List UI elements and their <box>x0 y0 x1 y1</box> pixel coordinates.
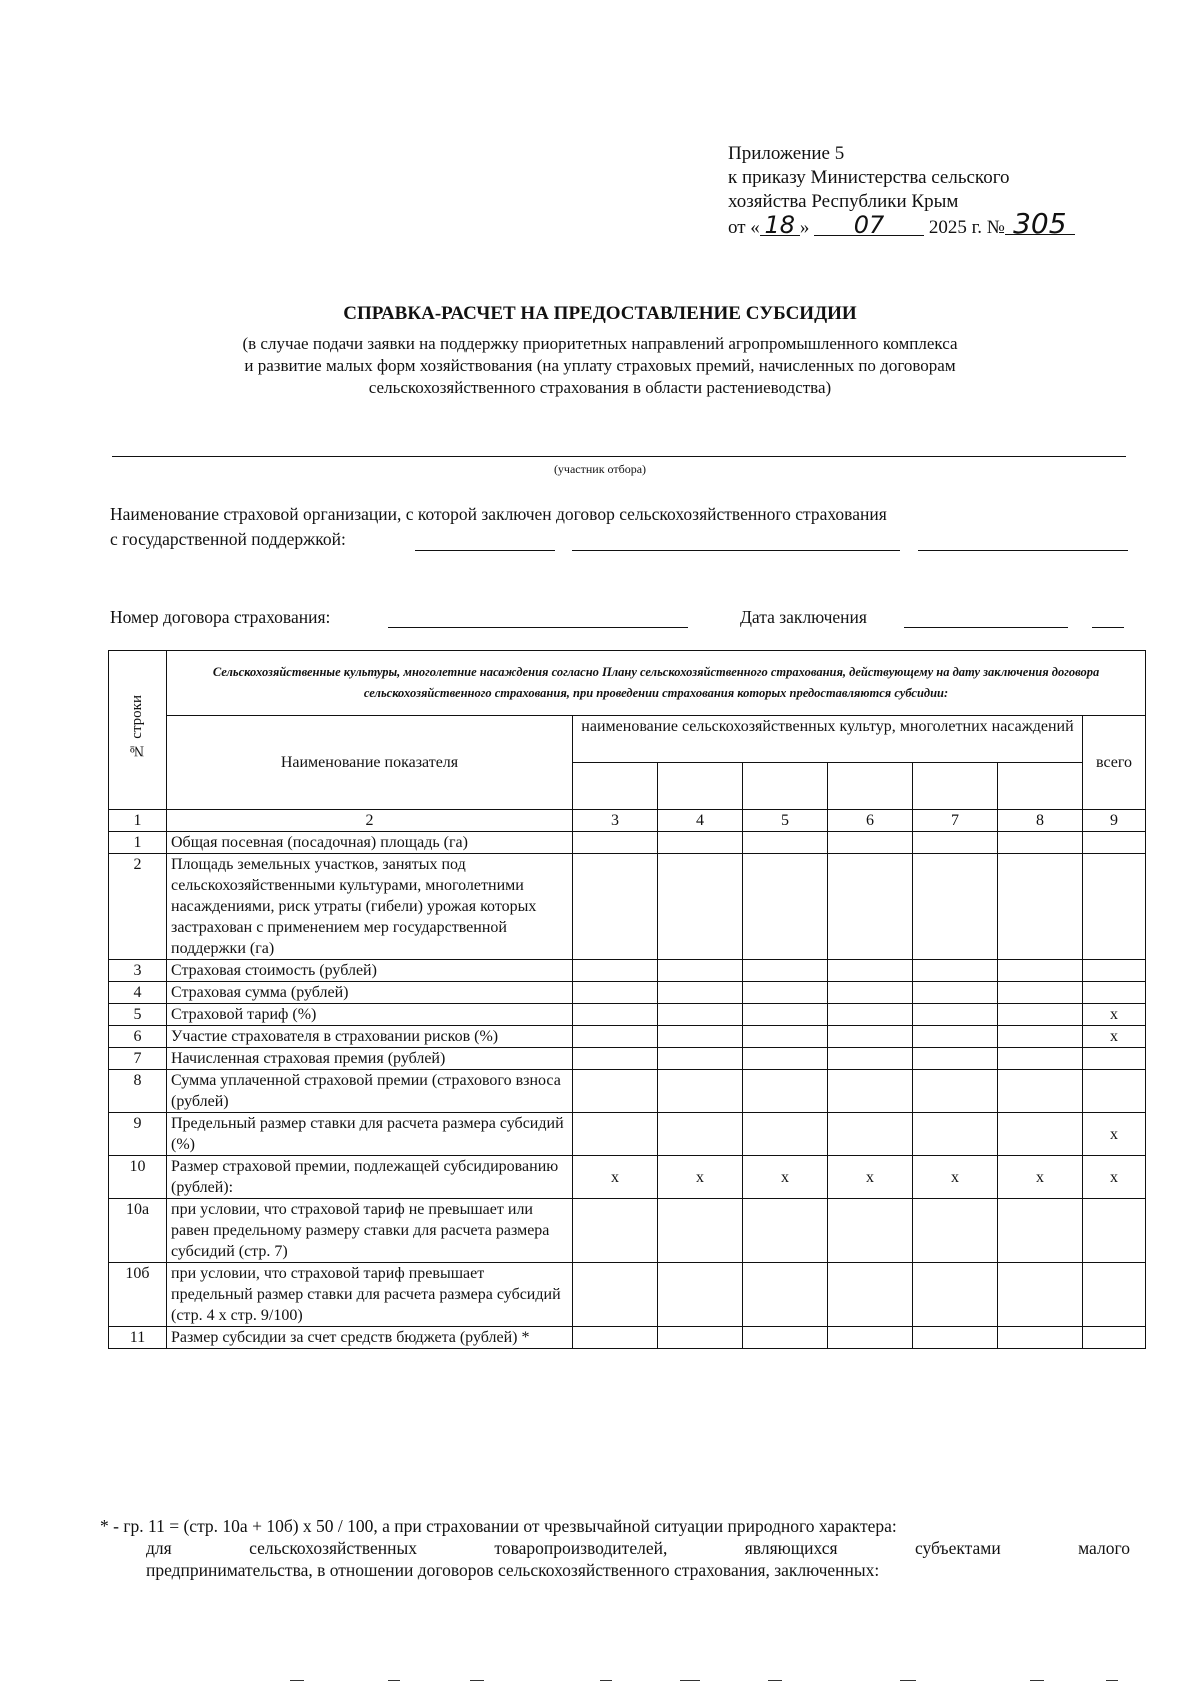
crop-name-cell <box>743 763 828 810</box>
value-cell: х <box>658 1156 743 1199</box>
value-cell: х <box>998 1156 1083 1199</box>
value-cell <box>828 1048 913 1070</box>
calculation-table <box>108 650 1146 1349</box>
date-month: 07 <box>814 215 924 236</box>
row-number: 3 <box>109 960 167 982</box>
table-row <box>109 1263 1146 1327</box>
indicator-name: Предельный размер ставки для расчета размера субсидий (%) <box>167 1113 573 1156</box>
total-cell: х <box>1083 1113 1146 1156</box>
value-cell <box>743 832 828 854</box>
scan-artifact <box>680 1680 700 1681</box>
contract-number-label: Номер договора страхования: <box>110 607 331 627</box>
column-number: 4 <box>658 810 743 832</box>
appendix-date-line <box>728 207 1075 240</box>
value-cell <box>573 1199 658 1263</box>
column-number: 6 <box>828 810 913 832</box>
table-row <box>109 1048 1146 1070</box>
indicator-name: Сумма уплаченной страховой премии (страхового взноса (рублей) <box>167 1070 573 1113</box>
total-cell <box>1083 1070 1146 1113</box>
indicator-name: при условии, что страховой тариф не превышает или равен предельному размеру ставки для расчета размера субсидий (стр. 7) <box>167 1199 573 1263</box>
date-prefix: от « <box>728 217 760 238</box>
value-cell <box>913 1263 998 1327</box>
table-row <box>109 1004 1146 1026</box>
value-cell <box>658 1026 743 1048</box>
value-cell: х <box>828 1156 913 1199</box>
scan-artifact <box>900 1680 916 1681</box>
value-cell <box>998 1199 1083 1263</box>
value-cell <box>743 1004 828 1026</box>
value-cell <box>573 982 658 1004</box>
total-cell <box>1083 982 1146 1004</box>
value-cell <box>913 1070 998 1113</box>
crop-name-cell <box>658 763 743 810</box>
row-number: 4 <box>109 982 167 1004</box>
row-number-header: № строки <box>109 651 167 810</box>
row-number: 2 <box>109 854 167 960</box>
value-cell <box>658 982 743 1004</box>
total-cell: х <box>1083 1026 1146 1048</box>
value-cell <box>743 854 828 960</box>
value-cell <box>828 854 913 960</box>
value-cell <box>658 1004 743 1026</box>
footnote-word: товаропроизводителей, <box>494 1538 668 1558</box>
contract-number-field <box>388 627 688 628</box>
footnote-word: сельскохозяйственных <box>249 1538 417 1558</box>
column-number: 9 <box>1083 810 1146 832</box>
column-number: 7 <box>913 810 998 832</box>
value-cell <box>998 1070 1083 1113</box>
insurer-field-line <box>415 550 555 551</box>
date-year: 2025 г. № <box>928 217 1005 238</box>
insurer-label-line1: Наименование страховой организации, с которой заключен договор сельскохозяйственного страхования <box>110 504 887 524</box>
value-cell <box>828 960 913 982</box>
value-cell <box>998 960 1083 982</box>
value-cell <box>998 1004 1083 1026</box>
value-cell <box>658 1048 743 1070</box>
insurer-field-line <box>572 550 900 551</box>
row-number: 8 <box>109 1070 167 1113</box>
value-cell <box>998 1026 1083 1048</box>
row-number: 11 <box>109 1327 167 1349</box>
indicator-name: Размер страховой премии, подлежащей субсидированию (рублей): <box>167 1156 573 1199</box>
total-cell <box>1083 854 1146 960</box>
scan-artifact <box>1106 1680 1118 1681</box>
table-row <box>109 960 1146 982</box>
footnote <box>100 1515 1130 1581</box>
indicator-name: Размер субсидии за счет средств бюджета (рублей) * <box>167 1327 573 1349</box>
value-cell <box>573 1327 658 1349</box>
appendix-title: Приложение 5 <box>728 143 845 164</box>
total-cell <box>1083 1327 1146 1349</box>
table-header-row <box>109 651 1146 716</box>
value-cell <box>828 1004 913 1026</box>
crop-name-cell <box>573 763 658 810</box>
value-cell <box>998 982 1083 1004</box>
footnote-line: предпринимательства, в отношении договоров сельскохозяйственного страхования, заключенных: <box>146 1560 880 1580</box>
total-cell <box>1083 960 1146 982</box>
footnote-line <box>100 1537 1130 1559</box>
column-number: 8 <box>998 810 1083 832</box>
value-cell <box>573 832 658 854</box>
value-cell <box>658 832 743 854</box>
value-cell <box>573 960 658 982</box>
value-cell: х <box>913 1156 998 1199</box>
crop-name-cell <box>913 763 998 810</box>
table-row <box>109 1113 1146 1156</box>
row-number: 10б <box>109 1263 167 1327</box>
indicator-name: Начисленная страховая премия (рублей) <box>167 1048 573 1070</box>
table-row <box>109 982 1146 1004</box>
value-cell <box>658 854 743 960</box>
participant-caption: (участник отбора) <box>553 462 647 476</box>
total-header: всего <box>1083 716 1146 810</box>
order-number: 305 <box>1005 214 1075 235</box>
table-row <box>109 1156 1146 1199</box>
value-cell <box>913 1327 998 1349</box>
total-cell <box>1083 832 1146 854</box>
value-cell <box>658 1199 743 1263</box>
scan-artifact <box>768 1680 782 1681</box>
total-cell <box>1083 1199 1146 1263</box>
value-cell <box>573 1070 658 1113</box>
value-cell <box>743 982 828 1004</box>
value-cell <box>573 854 658 960</box>
value-cell <box>658 1327 743 1349</box>
total-cell <box>1083 1048 1146 1070</box>
indicator-name: Страховой тариф (%) <box>167 1004 573 1026</box>
footnote-word: являющихся <box>744 1538 838 1558</box>
value-cell <box>913 1048 998 1070</box>
crop-name-cell <box>828 763 913 810</box>
value-cell <box>573 1113 658 1156</box>
scan-artifact <box>388 1680 400 1681</box>
column-number: 2 <box>167 810 573 832</box>
value-cell <box>828 1263 913 1327</box>
value-cell <box>743 1070 828 1113</box>
value-cell: х <box>573 1156 658 1199</box>
value-cell <box>828 982 913 1004</box>
row-number: 6 <box>109 1026 167 1048</box>
scan-artifact <box>290 1680 304 1681</box>
scan-artifact <box>470 1680 484 1681</box>
value-cell <box>998 832 1083 854</box>
value-cell <box>743 1048 828 1070</box>
column-number: 5 <box>743 810 828 832</box>
column-number: 3 <box>573 810 658 832</box>
crop-name-cell <box>998 763 1083 810</box>
value-cell <box>658 1070 743 1113</box>
value-cell <box>658 1263 743 1327</box>
value-cell <box>828 832 913 854</box>
value-cell <box>828 1199 913 1263</box>
value-cell <box>828 1026 913 1048</box>
value-cell <box>913 854 998 960</box>
scan-artifact <box>1030 1680 1044 1681</box>
value-cell <box>913 832 998 854</box>
row-number: 1 <box>109 832 167 854</box>
table-row <box>109 1199 1146 1263</box>
crops-names-header: наименование сельскохозяйственных культур, многолетних насаждений <box>573 716 1083 763</box>
row-number: 10 <box>109 1156 167 1199</box>
value-cell <box>998 854 1083 960</box>
row-number: 10а <box>109 1199 167 1263</box>
table-header-row <box>109 716 1146 763</box>
contract-date-field <box>904 627 1068 628</box>
subtitle-line: и развитие малых форм хозяйствования (на уплату страховых премий, начисленных по договорам <box>244 356 956 375</box>
value-cell <box>998 1048 1083 1070</box>
value-cell <box>573 1004 658 1026</box>
scan-artifact <box>600 1680 612 1681</box>
total-cell <box>1083 1263 1146 1327</box>
table-row <box>109 1070 1146 1113</box>
subtitle-line: (в случае подачи заявки на поддержку приоритетных направлений агропромышленного комплекса <box>242 334 958 353</box>
table-row <box>109 854 1146 960</box>
indicator-name: Участие страхователя в страховании рисков (%) <box>167 1026 573 1048</box>
indicator-name: Страховая стоимость (рублей) <box>167 960 573 982</box>
total-cell: х <box>1083 1156 1146 1199</box>
indicator-name-header: Наименование показателя <box>167 716 573 810</box>
row-number: 5 <box>109 1004 167 1026</box>
value-cell: х <box>743 1156 828 1199</box>
indicator-name: Общая посевная (посадочная) площадь (га) <box>167 832 573 854</box>
value-cell <box>998 1113 1083 1156</box>
column-number: 1 <box>109 810 167 832</box>
date-day: 18 <box>760 215 800 236</box>
participant-line <box>112 456 1126 457</box>
subtitle-line: сельскохозяйственного страхования в области растениеводства) <box>368 378 832 397</box>
appendix-ministry-line: хозяйства Республики Крым <box>728 191 959 212</box>
footnote-line: * - гр. 11 = (стр. 10а + 10б) х 50 / 100, а при страховании от чрезвычайной ситуации природного характера: <box>100 1516 897 1536</box>
value-cell <box>573 1263 658 1327</box>
value-cell <box>828 1327 913 1349</box>
value-cell <box>743 1026 828 1048</box>
value-cell <box>743 1113 828 1156</box>
value-cell <box>913 1026 998 1048</box>
value-cell <box>913 982 998 1004</box>
value-cell <box>913 1113 998 1156</box>
value-cell <box>828 1070 913 1113</box>
value-cell <box>913 960 998 982</box>
value-cell <box>743 960 828 982</box>
date-day-suffix: » <box>799 217 810 238</box>
appendix-order-line: к приказу Министерства сельского <box>728 167 1010 188</box>
document-subtitle <box>100 333 1100 399</box>
value-cell <box>658 960 743 982</box>
table-row <box>109 1026 1146 1048</box>
contract-date-field <box>1092 627 1124 628</box>
value-cell <box>573 1048 658 1070</box>
crops-plan-header: Сельскохозяйственные культуры, многолетние насаждения согласно Плану сельскохозяйственного страхования, действующему на дату заключения договора сельскохозяйственного страхования, при проведении страхования которых предоставляются субсидии: <box>167 651 1146 716</box>
indicator-name: при условии, что страховой тариф превышает предельный размер ставки для расчета размера субсидий (стр. 4 х стр. 9/100) <box>167 1263 573 1327</box>
total-cell: х <box>1083 1004 1146 1026</box>
value-cell <box>743 1263 828 1327</box>
footnote-word: субъектами <box>915 1538 1001 1558</box>
footnote-word: для <box>146 1538 172 1558</box>
value-cell <box>743 1327 828 1349</box>
indicator-name: Площадь земельных участков, занятых под сельскохозяйственными культурами, многолетними насаждениями, риск утраты (гибели) урожая которых застрахован с применением мер государственной поддержки (га) <box>167 854 573 960</box>
value-cell <box>828 1113 913 1156</box>
table-row <box>109 832 1146 854</box>
indicator-name: Страховая сумма (рублей) <box>167 982 573 1004</box>
contract-date-label: Дата заключения <box>740 607 867 627</box>
value-cell <box>998 1327 1083 1349</box>
value-cell <box>658 1113 743 1156</box>
row-number: 7 <box>109 1048 167 1070</box>
document-title: СПРАВКА-РАСЧЕТ НА ПРЕДОСТАВЛЕНИЕ СУБСИДИИ <box>343 303 857 324</box>
appendix-block <box>728 142 1075 240</box>
column-numbers-row <box>109 810 1146 832</box>
value-cell <box>743 1199 828 1263</box>
row-number: 9 <box>109 1113 167 1156</box>
table-row <box>109 1327 1146 1349</box>
value-cell <box>573 1026 658 1048</box>
insurer-label-line2: с государственной поддержкой: <box>110 529 346 549</box>
value-cell <box>998 1263 1083 1327</box>
footnote-word: малого <box>1078 1538 1130 1558</box>
insurer-field-line <box>918 550 1128 551</box>
value-cell <box>913 1199 998 1263</box>
value-cell <box>913 1004 998 1026</box>
